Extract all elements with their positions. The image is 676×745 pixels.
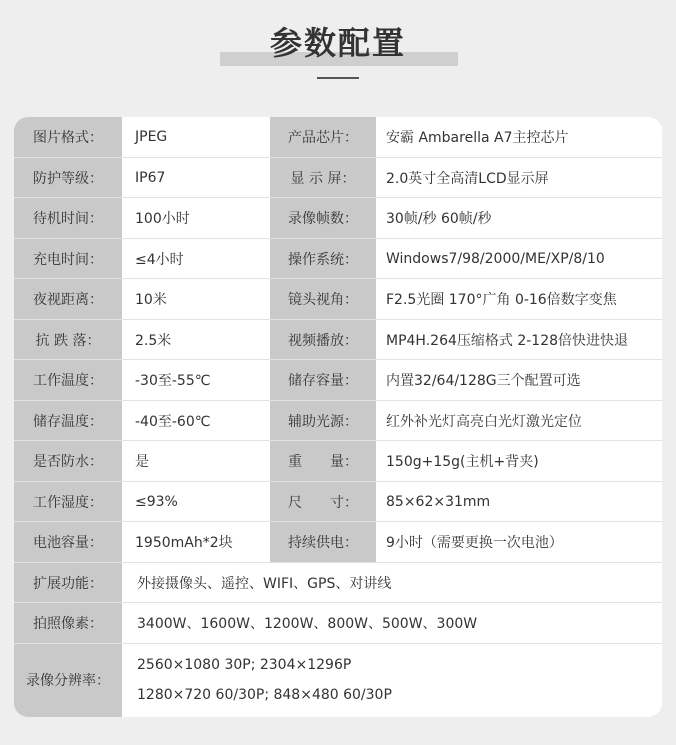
spec-value: 红外补光灯高亮白光灯激光定位 bbox=[376, 401, 662, 442]
page-title: 参数配置 bbox=[269, 24, 406, 62]
video-resolution-row bbox=[14, 644, 662, 718]
spec-value: 150g+15g(主机+背夹) bbox=[376, 441, 662, 482]
spec-label: 产品芯片： bbox=[268, 117, 376, 158]
spec-value: F2.5光圈 170°广角 0-16倍数字变焦 bbox=[376, 279, 662, 320]
spec-row bbox=[14, 401, 662, 442]
spec-row bbox=[14, 482, 662, 523]
spec-label: 是否防水： bbox=[14, 441, 122, 482]
resolution-line: 1280×720 60/30P; 848×480 60/30P bbox=[137, 687, 392, 704]
video-resolution-values bbox=[122, 644, 662, 718]
spec-label: 图片格式： bbox=[14, 117, 122, 158]
spec-table bbox=[14, 117, 662, 717]
spec-label: 工作湿度： bbox=[14, 482, 122, 523]
spec-value: 2.0英寸全高清LCD显示屏 bbox=[376, 158, 662, 199]
spec-row bbox=[14, 360, 662, 401]
spec-label: 夜视距离： bbox=[14, 279, 122, 320]
spec-value: 85×62×31mm bbox=[376, 482, 662, 523]
spec-value: 安霸 Ambarella A7主控芯片 bbox=[376, 117, 662, 158]
spec-label: 视频播放： bbox=[268, 320, 376, 361]
spec-value: 9小时（需要更换一次电池） bbox=[376, 522, 662, 563]
title-area bbox=[0, 0, 676, 90]
spec-value: 内置32/64/128G三个配置可选 bbox=[376, 360, 662, 401]
spec-value: ≤4小时 bbox=[122, 239, 268, 280]
spec-label: 辅助光源： bbox=[268, 401, 376, 442]
spec-value: JPEG bbox=[122, 117, 268, 158]
spec-value: 100小时 bbox=[122, 198, 268, 239]
spec-label: 储存容量： bbox=[268, 360, 376, 401]
spec-value: 是 bbox=[122, 441, 268, 482]
extended-functions-row bbox=[14, 563, 662, 603]
spec-row bbox=[14, 239, 662, 280]
spec-value: ≤93% bbox=[122, 482, 268, 523]
spec-label: 重 量： bbox=[268, 441, 376, 482]
spec-value: 外接摄像头、遥控、WIFI、GPS、对讲线 bbox=[122, 563, 662, 603]
spec-value: 1950mAh*2块 bbox=[122, 522, 268, 563]
spec-value: Windows7/98/2000/ME/XP/8/10 bbox=[376, 239, 662, 280]
spec-label: 持续供电： bbox=[268, 522, 376, 563]
spec-label: 操作系统： bbox=[268, 239, 376, 280]
spec-value: 10米 bbox=[122, 279, 268, 320]
spec-row bbox=[14, 320, 662, 361]
spec-row bbox=[14, 279, 662, 320]
spec-label: 拍照像素： bbox=[14, 603, 122, 644]
spec-row bbox=[14, 158, 662, 199]
spec-label: 扩展功能： bbox=[14, 563, 122, 603]
spec-value: -30至-55℃ bbox=[122, 360, 268, 401]
spec-value: IP67 bbox=[122, 158, 268, 199]
spec-value: 30帧/秒 60帧/秒 bbox=[376, 198, 662, 239]
spec-label: 显 示 屏： bbox=[268, 158, 376, 199]
spec-label: 充电时间： bbox=[14, 239, 122, 280]
spec-row bbox=[14, 522, 662, 563]
spec-label: 待机时间： bbox=[14, 198, 122, 239]
spec-value: -40至-60℃ bbox=[122, 401, 268, 442]
spec-label: 录像帧数： bbox=[268, 198, 376, 239]
spec-row bbox=[14, 198, 662, 239]
spec-label: 电池容量： bbox=[14, 522, 122, 563]
spec-row bbox=[14, 441, 662, 482]
spec-label: 抗 跌 落： bbox=[14, 320, 122, 361]
resolution-line: 2560×1080 30P; 2304×1296P bbox=[137, 657, 352, 674]
spec-label: 工作温度： bbox=[14, 360, 122, 401]
photo-pixels-row bbox=[14, 603, 662, 644]
spec-label: 录像分辨率： bbox=[14, 644, 122, 718]
spec-label: 防护等级： bbox=[14, 158, 122, 199]
spec-value: 2.5米 bbox=[122, 320, 268, 361]
spec-value: 3400W、1600W、1200W、800W、500W、300W bbox=[122, 603, 662, 644]
spec-label: 储存温度： bbox=[14, 401, 122, 442]
spec-row bbox=[14, 117, 662, 158]
spec-label: 镜头视角： bbox=[268, 279, 376, 320]
spec-label: 尺 寸： bbox=[268, 482, 376, 523]
title-underline bbox=[317, 77, 359, 79]
spec-value: MP4H.264压缩格式 2-128倍快进快退 bbox=[376, 320, 662, 361]
